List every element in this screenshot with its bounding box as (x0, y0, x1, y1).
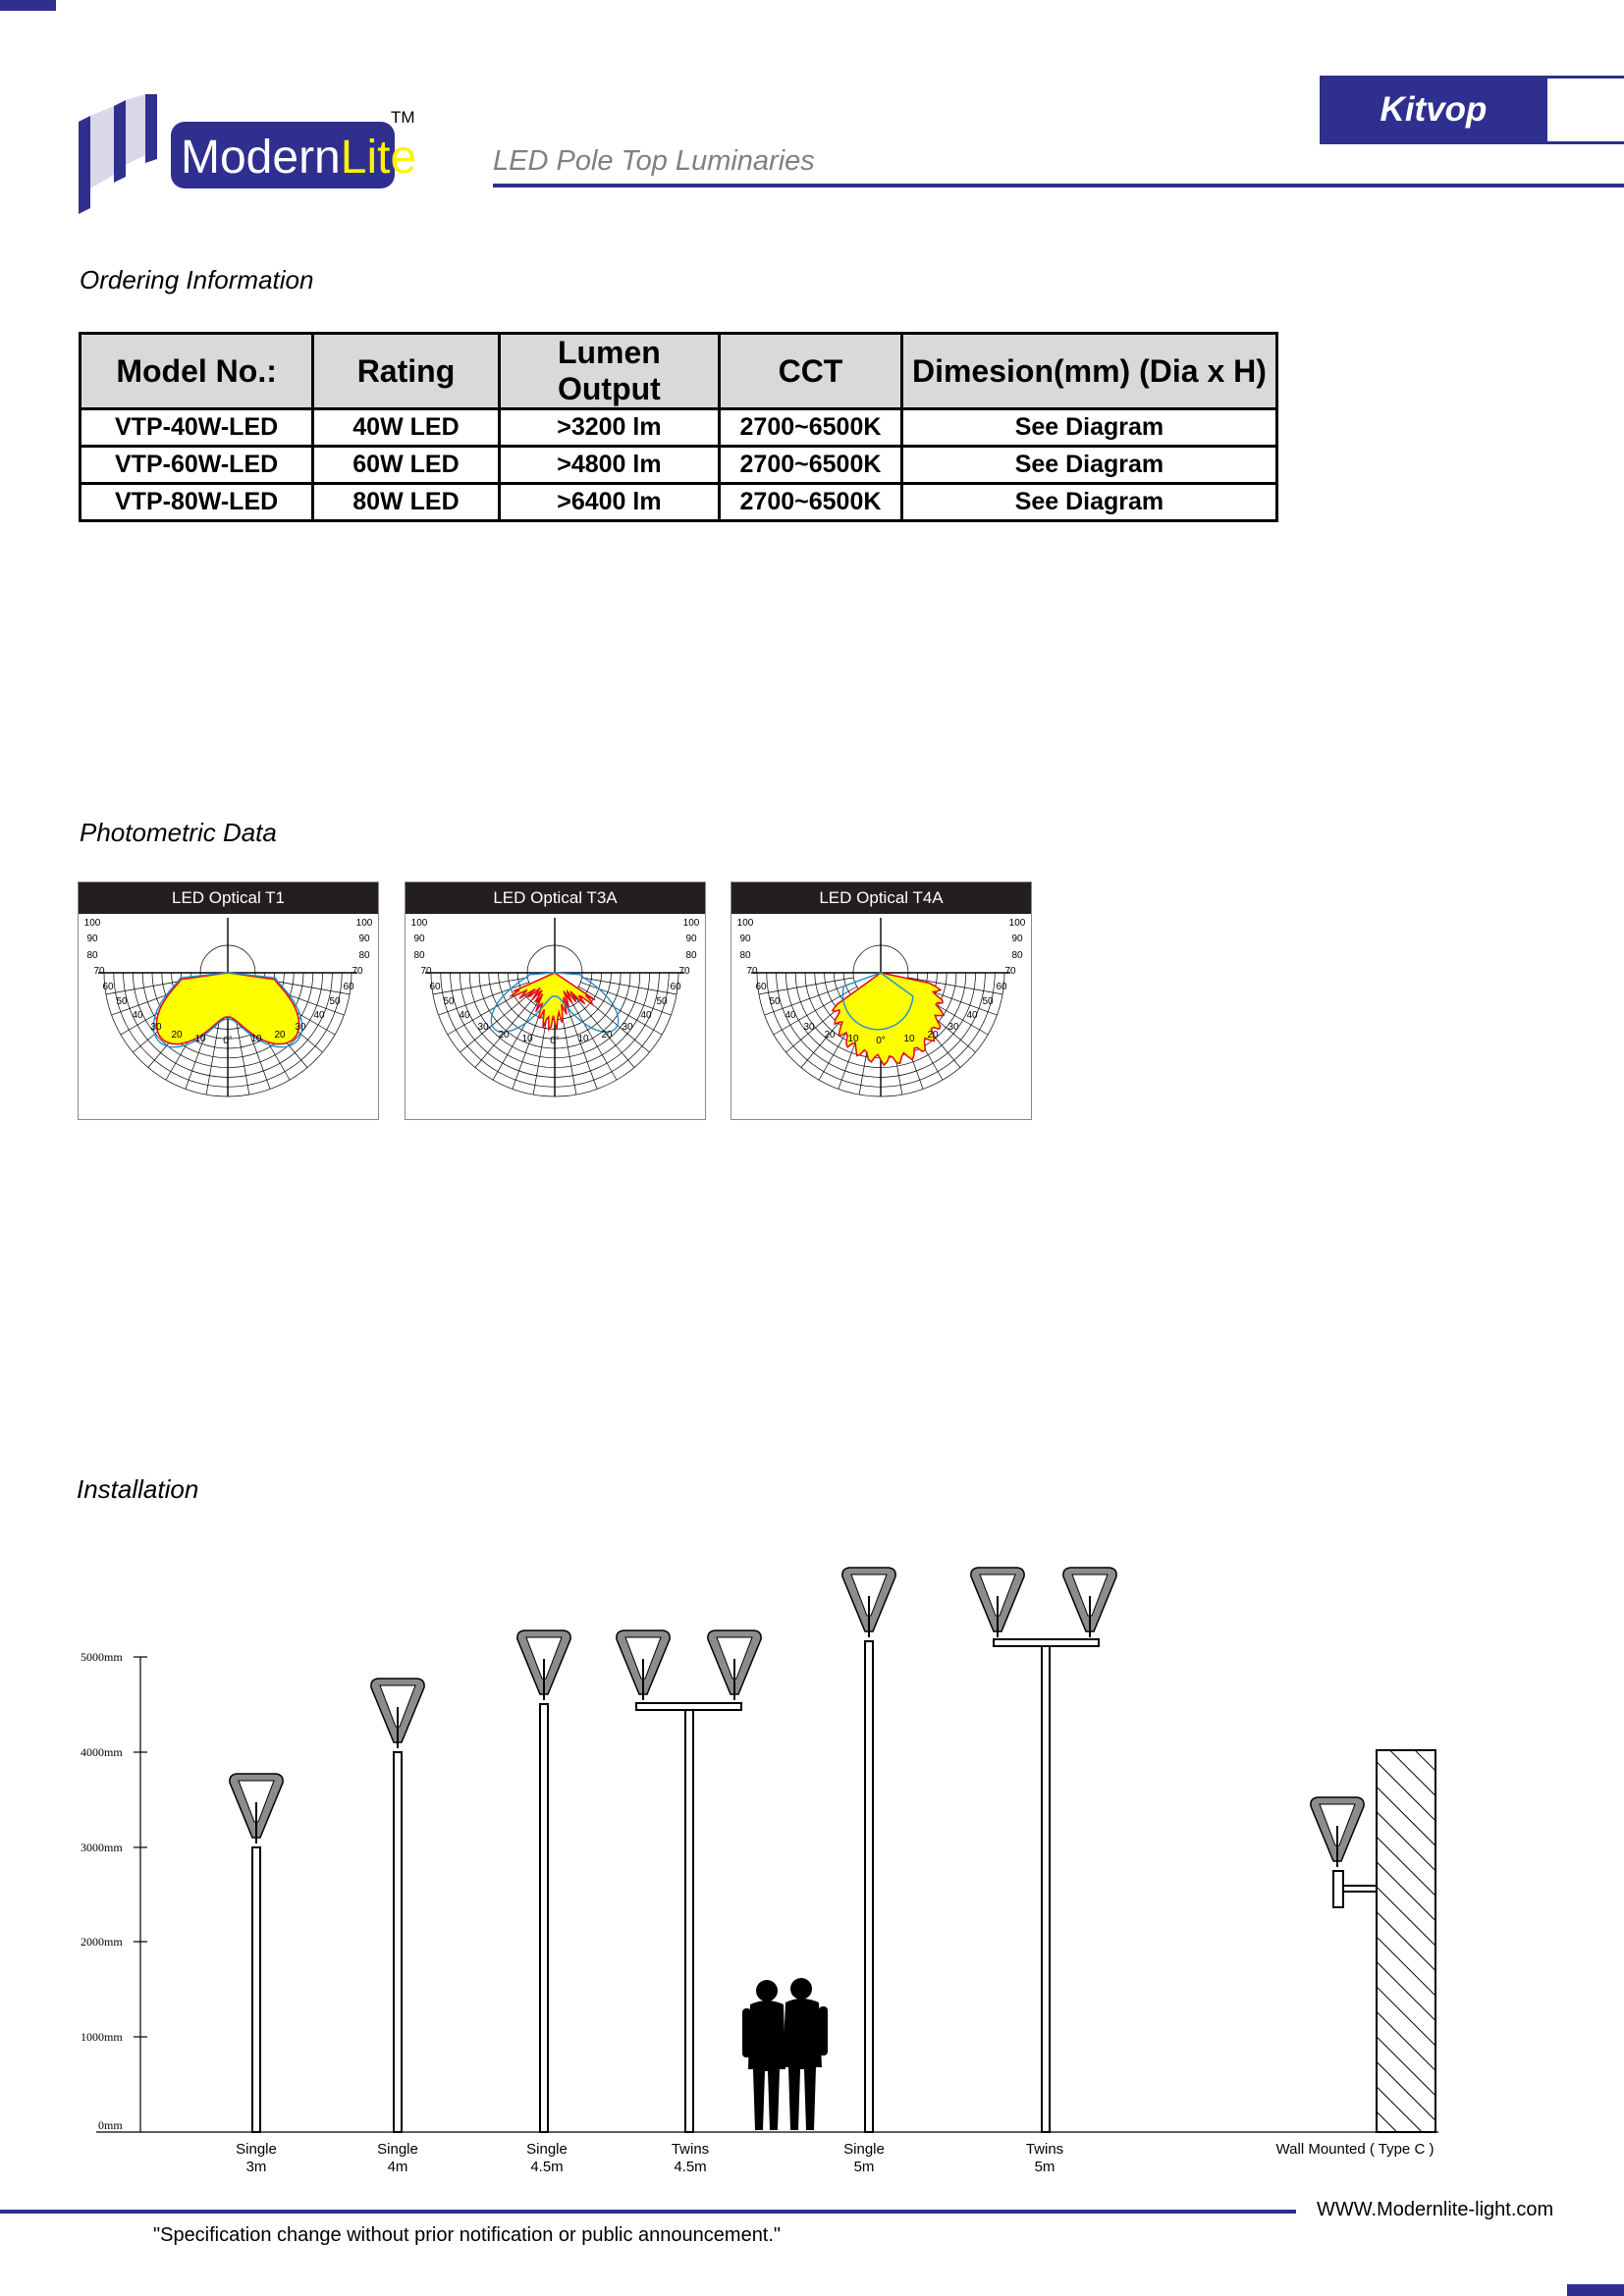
cell-cct: 2700~6500K (720, 484, 902, 521)
polar-scale-label: 50 (982, 996, 994, 1007)
luminaire-head (517, 1630, 570, 1700)
photometric-panel-label: LED Optical T1 (79, 882, 378, 914)
caption-single-4-5m: Single 4.5m (526, 2141, 568, 2175)
table-row (81, 484, 1277, 521)
wall-hatched (1377, 1750, 1435, 2132)
pole-single-5m (865, 1641, 873, 2132)
column-header-rating: Rating (313, 334, 500, 409)
photometric-panel-label: LED Optical T3A (406, 882, 705, 914)
product-name-badge: Kitvop (1320, 76, 1547, 144)
polar-scale-label: 80 (1011, 950, 1023, 961)
column-header-cct: CCT (720, 334, 902, 409)
cell-cct: 2700~6500K (720, 447, 902, 484)
luminaire-head (708, 1630, 761, 1700)
svg-text:ModernLite (181, 132, 416, 184)
column-header-model: Model No.: (81, 334, 313, 409)
polar-scale-label: 90 (1011, 934, 1023, 944)
polar-scale-label: 10 (521, 1034, 533, 1044)
pole-single-4m (394, 1752, 402, 2132)
cell-cct: 2700~6500K (720, 409, 902, 447)
polar-chart-t1 (79, 914, 378, 1120)
logo-mark (75, 94, 418, 217)
wall-arm (1343, 1886, 1377, 1892)
scale-label-5000: 5000mm (81, 1650, 123, 1664)
polar-scale-label: 60 (670, 982, 681, 992)
polar-scale-label: 80 (358, 950, 370, 961)
polar-scale-label: 90 (358, 934, 370, 944)
ordering-table (79, 332, 1278, 522)
polar-scale-label: 20 (498, 1030, 510, 1041)
polar-scale-label: 90 (739, 934, 751, 944)
scale-label-1000: 1000mm (81, 2030, 123, 2044)
brand-logo (75, 94, 418, 217)
photometric-title: Photometric Data (80, 818, 277, 847)
luminaire-head (617, 1630, 670, 1700)
polar-scale-label: 30 (477, 1022, 489, 1033)
photometric-panel-t1 (78, 881, 379, 1120)
polar-scale-label: 30 (803, 1022, 815, 1033)
brand-name-part2: Lite (340, 132, 417, 184)
column-header-dimension: Dimesion(mm) (Dia x H) (901, 334, 1276, 409)
polar-scale-label: 60 (102, 982, 114, 992)
polar-scale-label: 60 (755, 982, 767, 992)
polar-scale-label: 40 (966, 1010, 978, 1021)
pole-twins-4-5m (685, 1708, 693, 2132)
pole-single-3m (252, 1847, 260, 2132)
polar-scale-label: 60 (429, 982, 441, 992)
polar-chart-t3a (406, 914, 705, 1120)
polar-scale-label: 80 (739, 950, 751, 961)
cell-lumen: >3200 lm (499, 409, 719, 447)
polar-scale-label: 70 (1004, 966, 1016, 977)
polar-scale-label: 80 (685, 950, 697, 961)
polar-scale-label: 100 (410, 918, 428, 929)
polar-scale-label: 100 (682, 918, 700, 929)
installation-title: Installation (77, 1474, 199, 1504)
cell-rating: 60W LED (313, 447, 500, 484)
polar-scale-label: 40 (640, 1010, 652, 1021)
polar-scale-label: 70 (678, 966, 690, 977)
luminaire-head (842, 1568, 895, 1637)
polar-scale-label: 20 (601, 1030, 613, 1041)
caption-single-4m: Single 4m (377, 2141, 418, 2175)
polar-scale-label: 70 (746, 966, 758, 977)
cell-model: VTP-40W-LED (81, 409, 313, 447)
header-rule (493, 184, 1624, 187)
polar-zero-label: 0° (223, 1036, 233, 1046)
polar-scale-label: 50 (656, 996, 668, 1007)
photometric-panel-t4a (731, 881, 1032, 1120)
cell-rating: 40W LED (313, 409, 500, 447)
caption-single-3m: Single 3m (236, 2141, 277, 2175)
polar-scale-label: 90 (413, 934, 425, 944)
corner-marker-top (0, 0, 56, 11)
ordering-header-row (81, 334, 1277, 409)
polar-scale-label: 30 (947, 1022, 959, 1033)
wall-bracket (1333, 1871, 1343, 1907)
trademark-mark: TM (391, 108, 415, 127)
polar-zero-label: 0° (550, 1036, 560, 1046)
polar-scale-label: 40 (132, 1010, 143, 1021)
polar-scale-label: 10 (194, 1034, 206, 1044)
column-header-lumen: Lumen Output (499, 334, 719, 409)
polar-scale-label: 40 (313, 1010, 325, 1021)
polar-scale-label: 10 (847, 1034, 859, 1044)
cell-lumen: >6400 lm (499, 484, 719, 521)
polar-scale-label: 60 (343, 982, 354, 992)
cell-model: VTP-60W-LED (81, 447, 313, 484)
pole-single-4-5m (540, 1704, 548, 2132)
polar-scale-label: 20 (927, 1030, 939, 1041)
polar-scale-label: 40 (459, 1010, 470, 1021)
page-subtitle: LED Pole Top Luminaries (493, 145, 815, 177)
cell-model: VTP-80W-LED (81, 484, 313, 521)
ordering-title: Ordering Information (80, 265, 314, 294)
cell-dimension: See Diagram (901, 484, 1276, 521)
caption-wall-mounted: Wall Mounted ( Type C ) (1275, 2141, 1435, 2158)
caption-twins-5m: Twins 5m (1025, 2141, 1064, 2175)
crossarm-twins-5m (994, 1639, 1099, 1646)
polar-scale-label: 50 (116, 996, 128, 1007)
polar-scale-label: 30 (622, 1022, 633, 1033)
table-row (81, 447, 1277, 484)
scale-label-4000: 4000mm (81, 1745, 123, 1759)
cell-lumen: >4800 lm (499, 447, 719, 484)
polar-scale-label: 100 (83, 918, 101, 929)
polar-scale-label: 20 (274, 1030, 286, 1041)
installation-diagram (0, 1561, 1624, 2150)
polar-scale-label: 50 (329, 996, 341, 1007)
cell-dimension: See Diagram (901, 409, 1276, 447)
people-silhouette (742, 1978, 828, 2130)
caption-twins-4-5m: Twins 4.5m (671, 2141, 710, 2175)
brand-name-part1: Modern (181, 132, 341, 184)
polar-scale-label: 30 (150, 1022, 162, 1033)
polar-scale-label: 100 (1008, 918, 1026, 929)
polar-scale-label: 100 (736, 918, 754, 929)
polar-scale-label: 70 (420, 966, 432, 977)
cell-dimension: See Diagram (901, 447, 1276, 484)
polar-scale-label: 10 (250, 1034, 262, 1044)
polar-scale-label: 40 (785, 1010, 796, 1021)
polar-chart-t4a (731, 914, 1031, 1120)
product-badge-tail (1547, 76, 1624, 144)
polar-scale-label: 60 (996, 982, 1007, 992)
luminaire-head (371, 1679, 424, 1748)
scale-label-3000: 3000mm (81, 1841, 123, 1854)
pole-twins-5m (1042, 1644, 1050, 2132)
polar-scale-label: 50 (443, 996, 455, 1007)
polar-scale-label: 80 (413, 950, 425, 961)
scale-label-0: 0mm (98, 2118, 123, 2132)
polar-scale-label: 50 (769, 996, 781, 1007)
corner-marker-bottom (1567, 2284, 1624, 2296)
distribution-fill (833, 973, 944, 1065)
polar-scale-label: 10 (903, 1034, 915, 1044)
polar-scale-label: 90 (86, 934, 98, 944)
polar-zero-label: 0° (876, 1036, 886, 1046)
footer-disclaimer: "Specification change without prior notification or public announcement." (153, 2224, 782, 2246)
scale-label-2000: 2000mm (81, 1935, 123, 1949)
photometric-panel-t3a (405, 881, 706, 1120)
luminaire-head (230, 1774, 283, 1843)
polar-scale-label: 80 (86, 950, 98, 961)
luminaire-head (1063, 1568, 1116, 1637)
table-row (81, 409, 1277, 447)
polar-scale-label: 70 (93, 966, 105, 977)
polar-scale-label: 20 (824, 1030, 836, 1041)
polar-scale-label: 100 (355, 918, 373, 929)
luminaire-head (1311, 1797, 1364, 1867)
footer-rule (0, 2210, 1296, 2214)
polar-scale-label: 70 (352, 966, 363, 977)
footer-website: WWW.Modernlite-light.com (1317, 2199, 1554, 2220)
polar-scale-label: 20 (171, 1030, 183, 1041)
caption-single-5m: Single 5m (843, 2141, 885, 2175)
polar-scale-label: 30 (295, 1022, 306, 1033)
cell-rating: 80W LED (313, 484, 500, 521)
polar-scale-label: 90 (685, 934, 697, 944)
luminaire-head (971, 1568, 1024, 1637)
crossarm-twins-4-5m (636, 1703, 741, 1710)
polar-scale-label: 10 (577, 1034, 589, 1044)
photometric-panel-label: LED Optical T4A (731, 882, 1031, 914)
